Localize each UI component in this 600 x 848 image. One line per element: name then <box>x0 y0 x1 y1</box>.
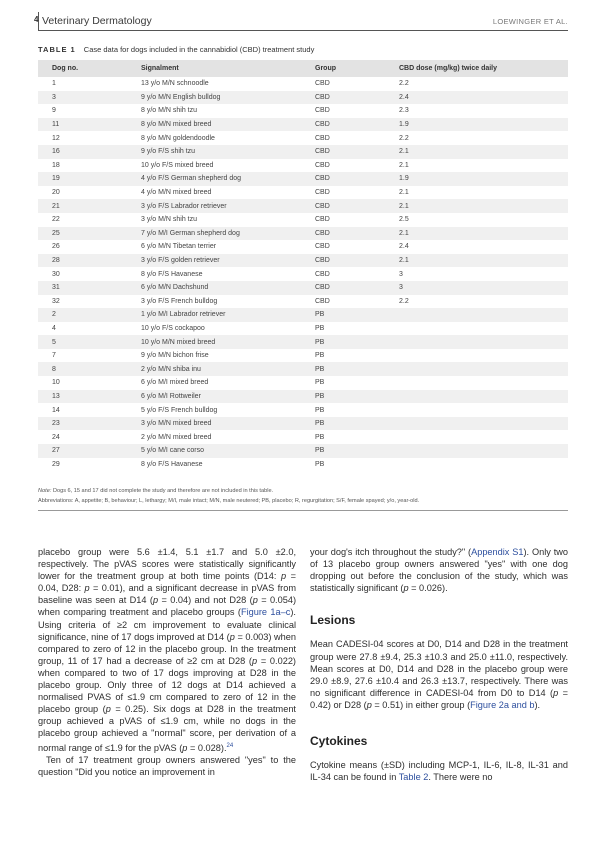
cell-cbd-dose: 2.1 <box>399 202 409 210</box>
table-row <box>38 159 568 173</box>
heading-lesions: Lesions <box>310 613 356 628</box>
cell-signalment: 8 y/o M/N goldendoodle <box>141 134 215 142</box>
cell-dog-no: 26 <box>52 243 60 251</box>
header-rule <box>38 30 568 31</box>
cell-signalment: 6 y/o M/N Dachshund <box>141 284 209 292</box>
cell-group: PB <box>315 379 325 387</box>
figure-1-link[interactable]: Figure 1a–c <box>240 607 291 618</box>
cell-cbd-dose <box>385 376 568 390</box>
column-header-signalment: Signalment <box>141 65 179 72</box>
appendix-s1-link[interactable]: Appendix S1 <box>471 547 524 557</box>
cell-group: PB <box>315 447 325 455</box>
cell-cbd-dose: 2.4 <box>399 243 409 251</box>
cell-cbd-dose: 2.1 <box>399 148 409 156</box>
table-row <box>38 145 568 159</box>
column-header-cbd-dose: CBD dose (mg/kg) twice daily <box>399 65 498 72</box>
cell-signalment: 4 y/o M/N mixed breed <box>141 189 212 197</box>
table-bottom-rule <box>38 510 568 511</box>
cell-group: CBD <box>315 229 330 237</box>
cell-dog-no: 2 <box>52 311 56 319</box>
cell-dog-no: 27 <box>52 447 60 455</box>
cell-cbd-dose: 2.1 <box>399 257 409 265</box>
cell-group: PB <box>315 338 325 346</box>
cell-group: CBD <box>315 297 330 305</box>
cell-cbd-dose: 2.1 <box>399 229 409 237</box>
cell-dog-no: 16 <box>52 148 60 156</box>
cell-dog-no: 8 <box>52 365 56 373</box>
cell-cbd-dose: 1.9 <box>399 175 409 183</box>
table-caption <box>38 45 314 54</box>
cell-group: CBD <box>315 93 330 101</box>
table-row <box>38 131 568 145</box>
table-row <box>38 199 568 213</box>
cell-signalment: 9 y/o F/S shih tzu <box>141 148 196 156</box>
cell-group: PB <box>315 406 325 414</box>
table-row <box>38 362 568 376</box>
paragraph-owner-question: Ten of 17 treatment group owners answered "yes" to the question "Did you notice an improvement in <box>38 754 296 777</box>
page-number: 4 <box>34 15 39 24</box>
cell-cbd-dose <box>385 308 568 322</box>
cell-signalment: 4 y/o F/S German shepherd dog <box>141 175 241 183</box>
cell-signalment: 2 y/o M/N mixed breed <box>141 433 212 441</box>
cell-cbd-dose: 2.3 <box>399 107 409 115</box>
cell-group: CBD <box>315 134 330 142</box>
cell-dog-no: 24 <box>52 433 60 441</box>
cell-group: CBD <box>315 243 330 251</box>
table-row <box>38 390 568 404</box>
table-2-link[interactable]: Table 2 <box>398 772 429 783</box>
cell-cbd-dose <box>385 417 568 431</box>
cell-cbd-dose: 2.1 <box>399 161 409 169</box>
table-body <box>38 77 568 471</box>
cell-signalment: 13 y/o M/N schnoodle <box>141 80 209 88</box>
cell-dog-no: 5 <box>52 338 56 346</box>
cell-group: PB <box>315 365 325 373</box>
cell-signalment: 5 y/o M/I cane corso <box>141 447 205 455</box>
cell-dog-no: 20 <box>52 189 60 197</box>
cell-cbd-dose <box>385 444 568 458</box>
cell-group: CBD <box>315 257 330 265</box>
case-data-table <box>38 60 568 471</box>
table-row <box>38 444 568 458</box>
journal-title: Veterinary Dermatology <box>42 15 152 27</box>
cell-cbd-dose: 2.2 <box>399 134 409 142</box>
cell-group: CBD <box>315 216 330 224</box>
column-header-group: Group <box>315 65 336 72</box>
cell-signalment: 10 y/o M/N mixed breed <box>141 338 216 346</box>
cell-signalment: 7 y/o M/I German shepherd dog <box>141 229 240 237</box>
cell-cbd-dose <box>385 458 568 472</box>
table-row <box>38 417 568 431</box>
cell-group: CBD <box>315 175 330 183</box>
cell-dog-no: 10 <box>52 379 60 387</box>
cell-signalment: 9 y/o M/N bichon frise <box>141 352 209 360</box>
cell-group: PB <box>315 433 325 441</box>
cell-dog-no: 19 <box>52 175 60 183</box>
cell-cbd-dose <box>385 403 568 417</box>
table-abbreviations: Abbreviations: A, appetite; B, behaviour; L, lethargy; M/I, male intact; M/N, male neutered; PB, placebo; R, regurgitation; S/F, female spayed; y/o, year-old. <box>38 498 420 504</box>
cell-signalment: 5 y/o F/S French bulldog <box>141 406 218 414</box>
table-row <box>38 458 568 472</box>
table-header-row <box>38 60 568 77</box>
cell-group: CBD <box>315 284 330 292</box>
figure-2-link[interactable]: Figure 2a and b <box>470 699 535 710</box>
cell-signalment: 10 y/o F/S cockapoo <box>141 324 205 332</box>
cell-group: PB <box>315 420 325 428</box>
cell-signalment: 1 y/o M/I Labrador retriever <box>141 311 226 319</box>
cell-dog-no: 14 <box>52 406 60 414</box>
table-note <box>38 488 568 494</box>
cell-signalment: 10 y/o F/S mixed breed <box>141 161 214 169</box>
body-column-left <box>38 546 296 778</box>
table-row <box>38 254 568 268</box>
table-row <box>38 172 568 186</box>
cell-dog-no: 28 <box>52 257 60 265</box>
cell-group: CBD <box>315 80 330 88</box>
cell-group: PB <box>315 460 325 468</box>
cell-dog-no: 18 <box>52 161 60 169</box>
table-row <box>38 186 568 200</box>
cell-group: PB <box>315 352 325 360</box>
cell-group: CBD <box>315 202 330 210</box>
table-caption-text: Case data for dogs included in the cannabidiol (CBD) treatment study <box>83 45 315 54</box>
cell-dog-no: 13 <box>52 392 60 400</box>
table-row <box>38 349 568 363</box>
cell-group: CBD <box>315 270 330 278</box>
cell-signalment: 6 y/o M/N Tibetan terrier <box>141 243 217 251</box>
cell-group: PB <box>315 392 325 400</box>
cell-signalment: 2 y/o M/N shiba inu <box>141 365 201 373</box>
cell-signalment: 3 y/o F/S Labrador retriever <box>141 202 227 210</box>
cell-cbd-dose <box>385 322 568 336</box>
cell-signalment: 8 y/o M/N mixed breed <box>141 121 212 129</box>
table-note-text: Dogs 6, 15 and 17 did not complete the study and therefore are not included in this table. <box>52 488 274 494</box>
cell-dog-no: 30 <box>52 270 60 278</box>
cell-dog-no: 21 <box>52 202 60 210</box>
cell-signalment: 3 y/o M/N mixed breed <box>141 420 212 428</box>
cell-cbd-dose: 2.4 <box>399 93 409 101</box>
cell-dog-no: 9 <box>52 107 56 115</box>
table-row <box>38 403 568 417</box>
table-row <box>38 213 568 227</box>
cell-cbd-dose: 1.9 <box>399 121 409 129</box>
body-column-right <box>310 546 568 783</box>
table-row <box>38 295 568 309</box>
cell-cbd-dose <box>385 362 568 376</box>
table-row <box>38 308 568 322</box>
table-row <box>38 281 568 295</box>
cell-signalment: 6 y/o M/I Rottweiler <box>141 392 201 400</box>
cell-dog-no: 29 <box>52 460 60 468</box>
heading-cytokines: Cytokines <box>310 734 368 749</box>
column-header-dog-no: Dog no. <box>52 65 79 72</box>
table-row <box>38 322 568 336</box>
cell-cbd-dose: 2.1 <box>399 189 409 197</box>
cell-group: PB <box>315 311 325 319</box>
cell-cbd-dose: 3 <box>399 270 403 278</box>
cell-dog-no: 22 <box>52 216 60 224</box>
reference-24-link[interactable]: 24 <box>226 742 234 749</box>
cell-cbd-dose <box>385 335 568 349</box>
table-row <box>38 118 568 132</box>
table-note-label: Note: <box>38 488 52 494</box>
cell-group: CBD <box>315 121 330 129</box>
cell-group: CBD <box>315 148 330 156</box>
cell-cbd-dose <box>385 430 568 444</box>
paragraph-owner-answers: your dog's itch throughout the study?" (Appendix S1). Only two of 13 placebo group owners answered "yes" with one dog dropping out before the conclusion of the study, which was statistically significant (p = 0.026). <box>310 547 568 594</box>
table-label: TABLE 1 <box>38 45 76 54</box>
cell-group: CBD <box>315 107 330 115</box>
cell-cbd-dose: 3 <box>399 284 403 292</box>
cell-signalment: 8 y/o M/N shih tzu <box>141 107 198 115</box>
table-row <box>38 335 568 349</box>
paragraph-pvas-results: placebo group were 5.6 ±1.4, 5.1 ±1.7 and 5.0 ±2.0, respectively. The pVAS scores were statistically significantly lower for the treatment group at both time points (D14: p = 0.04, D28: p = 0.01), and a significant decrease in pVAS from baseline was seen at D14 (p = 0.04) and not D28 (p = 0.054) when comparing treatment and placebo groups (Figure 1a–c). Using criteria of ≥2 cm improvement to evaluate clinical significance, nine of 17 dogs improved at D14 (p = 0.003) when compared to zero of 12 in the placebo group. In the treatment group, 11 of 17 had a decrease of ≥2 cm at D28 (p = 0.022) when compared to two of 17 dogs improving at D28 in the placebo group. Only three of 12 dogs at D14 achieved a normalised PVAS of ≤1.9 cm compared to zero of 12 in the placebo group (p = 0.25). Six dogs at D28 in the treatment group achieved a pVAS of ≤1.9 cm, while no dogs in the placebo group achieved a "normal" score, per derivation of a normal range of ≤1.9 for the pVAS (p = 0.028).$^{24}$ <box>38 547 297 753</box>
cell-cbd-dose <box>385 390 568 404</box>
table-row <box>38 227 568 241</box>
cell-dog-no: 1 <box>52 80 56 88</box>
paragraph-lesions: Mean CADESI-04 scores at D0, D14 and D28 in the treatment group were 27.8 ±9.4, 25.3 ±10.3 and 25.0 ±11.0, respectively. Mean scores at D0, D14 and D28 in the placebo group were 29.0 ±8.9, 27.6 ±10.4 and 26.3 ±13.7, respectively. There was no significant difference in CADESI-04 from D0 to D14 (p = 0.42) or D28 (p = 0.51) in either group (Figure 2a and b). <box>310 639 569 710</box>
cell-dog-no: 31 <box>52 284 60 292</box>
cell-dog-no: 23 <box>52 420 60 428</box>
cell-dog-no: 7 <box>52 352 56 360</box>
cell-dog-no: 4 <box>52 324 56 332</box>
table-row <box>38 376 568 390</box>
cell-group: CBD <box>315 161 330 169</box>
running-head: LOEWINGER ET AL. <box>492 17 568 26</box>
cell-signalment: 8 y/o F/S Havanese <box>141 460 203 468</box>
table-row <box>38 240 568 254</box>
cell-signalment: 6 y/o M/I mixed breed <box>141 379 209 387</box>
cell-dog-no: 32 <box>52 297 60 305</box>
table-row <box>38 91 568 105</box>
cell-dog-no: 25 <box>52 229 60 237</box>
table-row <box>38 77 568 91</box>
cell-signalment: 9 y/o M/N English bulldog <box>141 93 221 101</box>
cell-cbd-dose <box>385 349 568 363</box>
table-row <box>38 267 568 281</box>
cell-signalment: 3 y/o M/N shih tzu <box>141 216 198 224</box>
cell-signalment: 3 y/o F/S golden retriever <box>141 257 220 265</box>
table-row <box>38 104 568 118</box>
cell-signalment: 8 y/o F/S Havanese <box>141 270 203 278</box>
cell-cbd-dose: 2.2 <box>399 297 409 305</box>
table-row <box>38 430 568 444</box>
cell-dog-no: 12 <box>52 134 60 142</box>
cell-cbd-dose: 2.2 <box>399 80 409 88</box>
paragraph-cytokines: Cytokine means (±SD) including MCP-1, IL-6, IL-8, IL-31 and IL-34 can be found in Table 2. There were no <box>310 760 568 783</box>
cell-dog-no: 11 <box>52 121 60 129</box>
cell-cbd-dose: 2.5 <box>399 216 409 224</box>
cell-group: PB <box>315 324 325 332</box>
cell-signalment: 3 y/o F/S French bulldog <box>141 297 218 305</box>
cell-dog-no: 3 <box>52 93 56 101</box>
cell-group: CBD <box>315 189 330 197</box>
